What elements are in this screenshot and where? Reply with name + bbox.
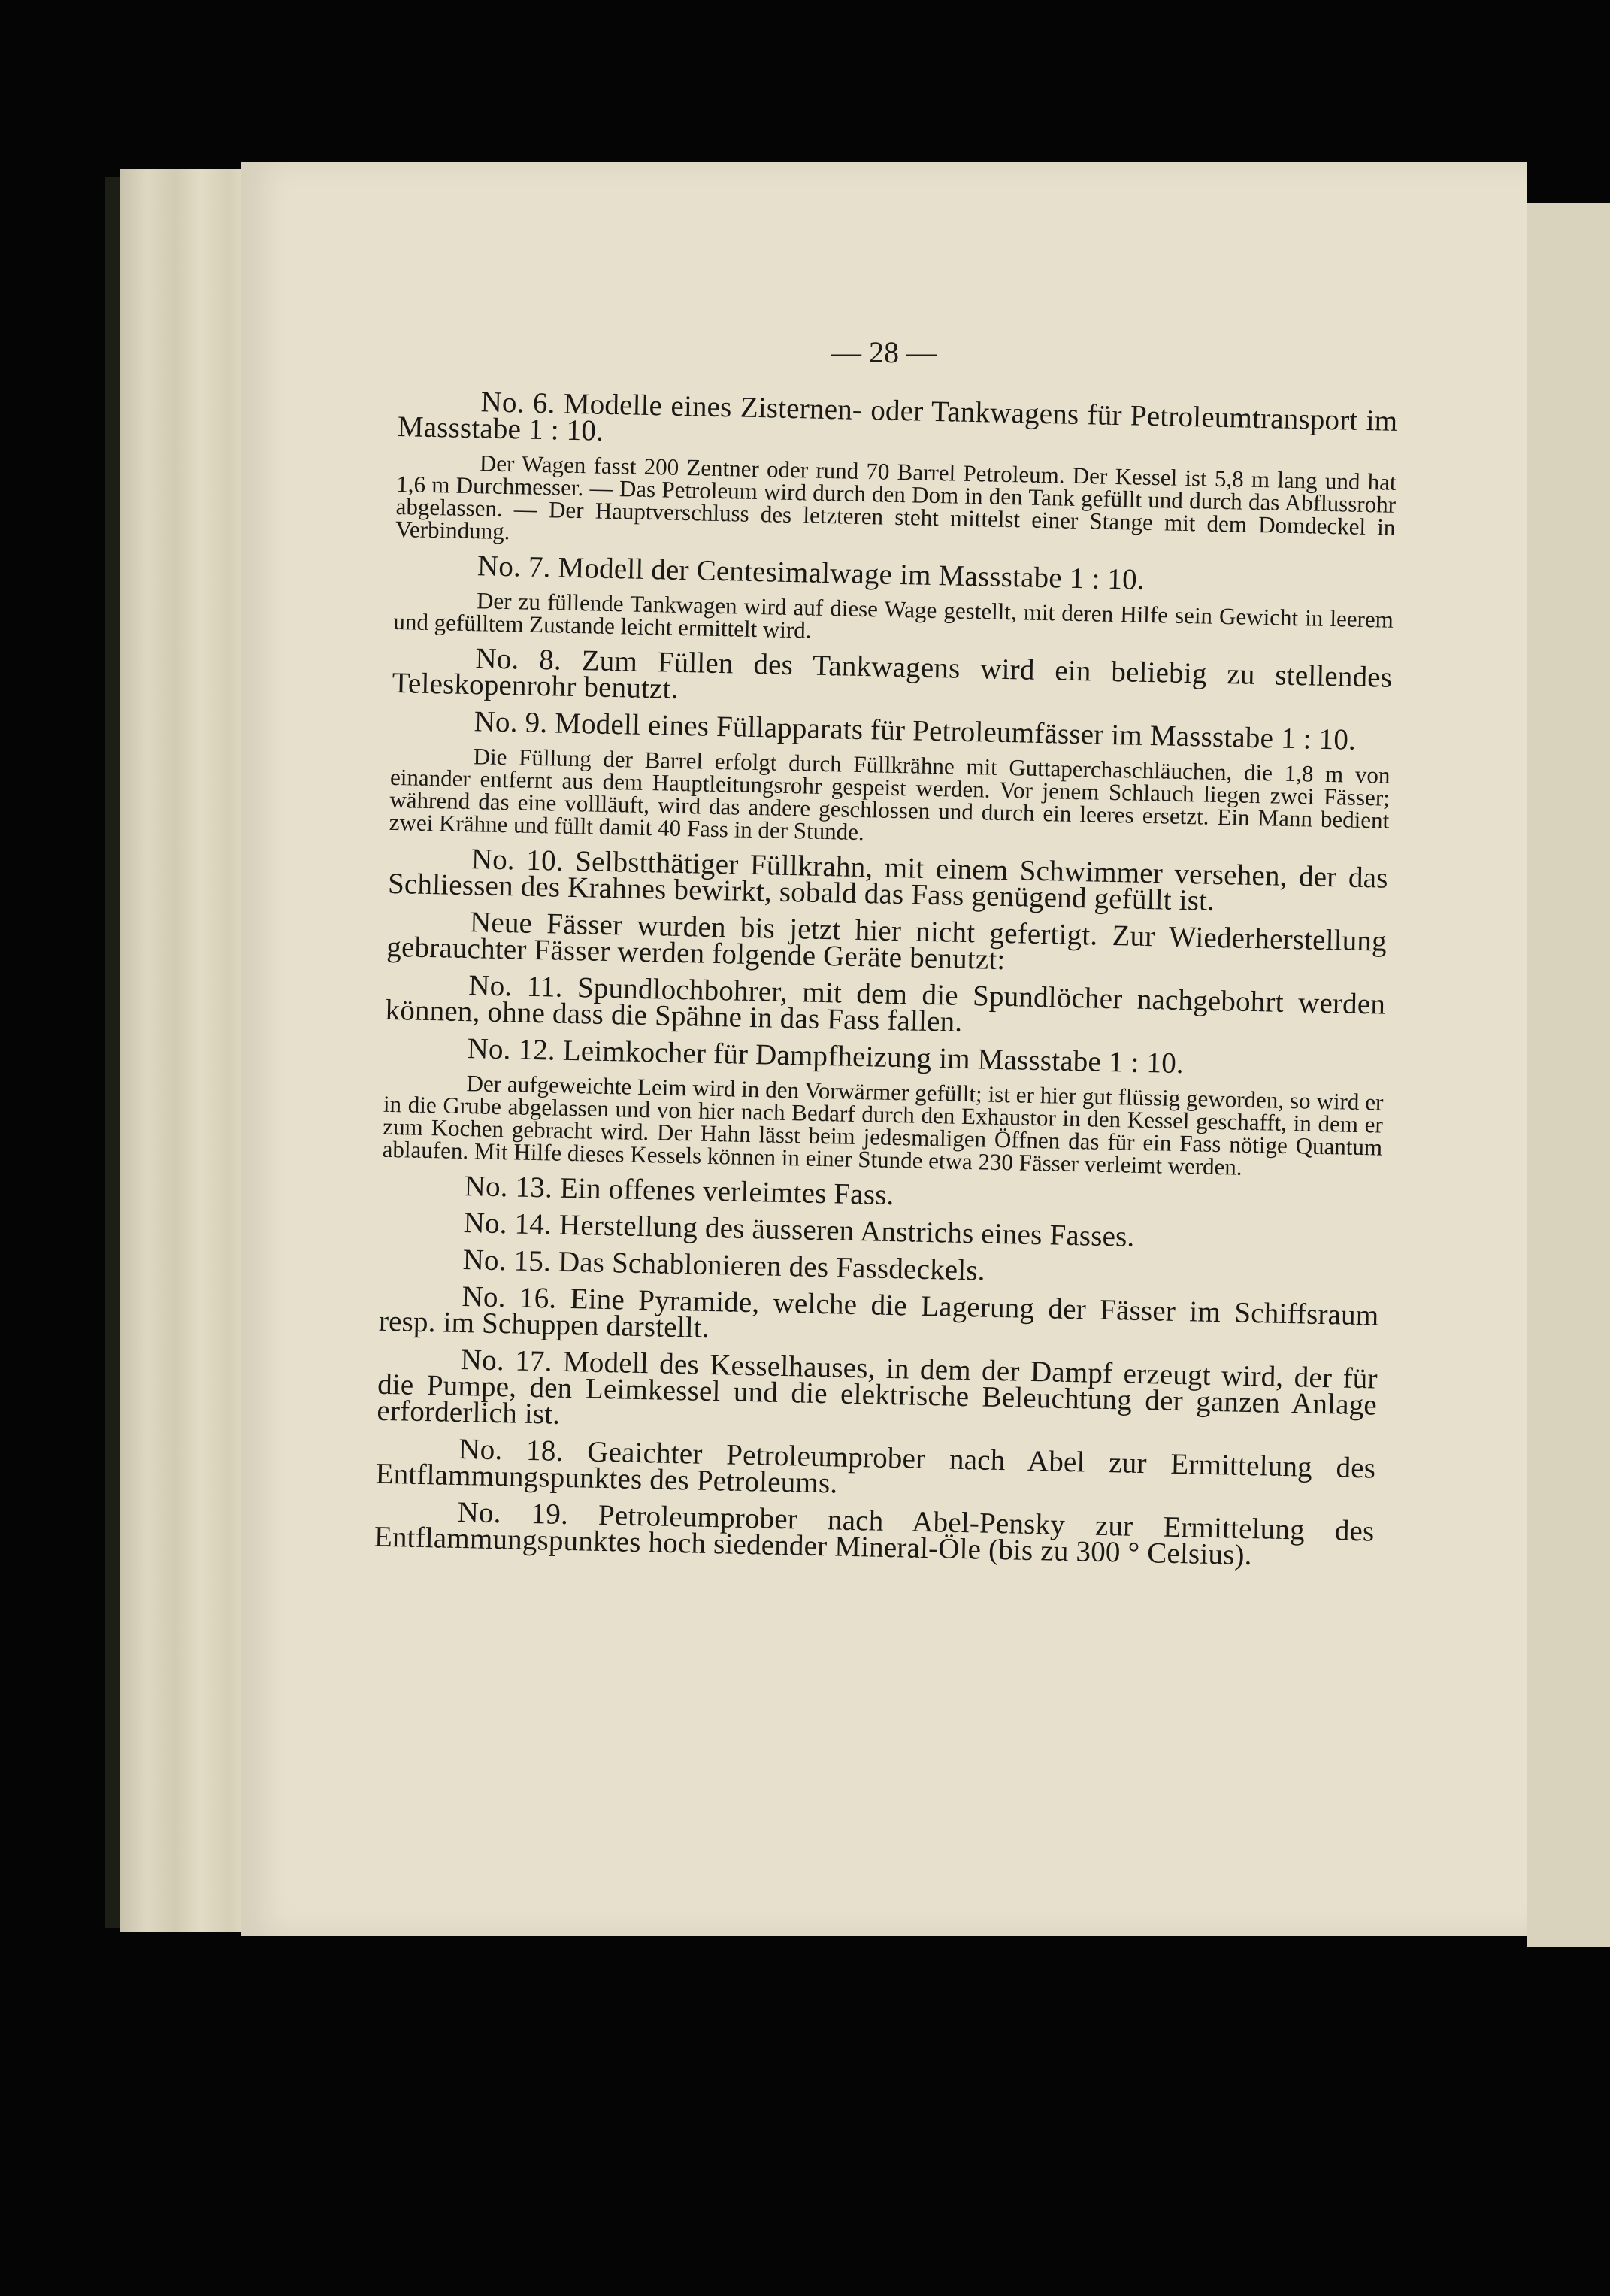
catalog-entry: No. 16. Eine Pyramide, welche die Lagerung der Fässer im Schiffsraum resp. im Schuppen darstellt. [378, 1280, 1379, 1344]
catalog-entry: No. 11. Spundlochbohrer, mit dem die Spundlöcher nachgebohrt werden können, ohne dass die Spähne in das Fass fallen. [385, 969, 1386, 1038]
catalog-entry: No. 15. Das Schablonieren des Fassdeckels. [462, 1243, 986, 1287]
catalog-entry: No. 6. Modelle eines Zisternen- oder Tankwagens für Petroleumtransport im Massstabe 1 : 10. [397, 386, 1398, 447]
page-body [374, 387, 1397, 1582]
page-edges [120, 169, 256, 1932]
book-page [241, 162, 1527, 1936]
entry-description: Der Wagen fasst 200 Zentner oder rund 70 Barrel Petroleum. Der Kessel ist 5,8 m lang und hat 1,6 m Durchmesser. — Das Petroleum wird durch den Dom in den Tank gefüllt und durch das Abflussrohr abgelassen. — Der Hauptverschluss des letzteren steht mittelst einer Stange mit dem Domdeckel in Verbindung. [395, 450, 1397, 545]
catalog-entry: No. 14. Herstellung des äusseren Anstrichs eines Fasses. [463, 1207, 1135, 1253]
facing-page-edge [1527, 203, 1610, 1947]
page-number: — 28 — [831, 335, 937, 369]
catalog-entry: No. 8. Zum Füllen des Tankwagens wird ein beliebig zu stellendes Teleskopenrohr benutzt. [392, 642, 1393, 705]
catalog-entry: No. 18. Geaichter Petroleumprober nach Abel zur Ermittelung des Entflammungspunktes des Petroleums. [375, 1432, 1376, 1500]
catalog-entry: No. 12. Leimkocher für Dampfheizung im Massstabe 1 : 10. [467, 1032, 1185, 1080]
catalog-entry: No. 13. Ein offenes verleimtes Fass. [464, 1170, 894, 1212]
catalog-entry: No. 10. Selbstthätiger Füllkrahn, mit einem Schwimmer versehen, der das Schliessen des Krahnes bewirkt, sobald das Fass genügend gefüllt ist. [387, 843, 1389, 917]
catalog-entry: No. 9. Modell eines Füllapparats für Petroleumfässer im Massstabe 1 : 10. [474, 705, 1357, 756]
catalog-entry: No. 17. Modell des Kesselhauses, in dem der Dampf erzeugt wird, der für die Pumpe, den Leimkessel und die elektrische Beleuchtung der ganzen Anlage erforderlich ist. [377, 1343, 1378, 1431]
entry-description: Der aufgeweichte Leim wird in den Vorwärmer gefüllt; ist er hier gut flüssig geworden, so wird er in die Grube abgelassen und von hier nach Bedarf durch den Exhaustor in den Kessel geschafft, in dem er zum Kochen gebracht wird. Der Hahn lässt beim jedesmaligen Öffnen das für ein Fass nötige Quantum ablaufen. Mit Hilfe dieses Kessels können in einer Stunde etwa 230 Fässer verleimt werden. [382, 1070, 1384, 1180]
catalog-entry: No. 7. Modell der Centesimalwage im Massstabe 1 : 10. [477, 550, 1145, 596]
entry-description: Der zu füllende Tankwagen wird auf diese Wage gestellt, mit deren Hilfe sein Gewicht in leerem und gefülltem Zustande leicht ermittelt wird. [393, 587, 1394, 644]
entry-description: Die Füllung der Barrel erfolgt durch Füllkrähne mit Guttaperchaschläuchen, die 1,8 m von einander entfernt aus dem Hauptleitungsrohr gespeist werden. Vor jenem Schlauch liegen zwei Fässer; während das eine vollläuft, wird das andere geschlossen und durch ein leeres ersetzt. Ein Mann bedient zwei Krähne und füllt damit 40 Fass in der Stunde. [389, 743, 1391, 846]
catalog-entry: No. 19. Petroleumprober nach Abel-Pensky zur Ermittelung des Entflammungspunktes hoch siedender Mineral-Öle (bis zu 300 ° Celsius). [374, 1495, 1375, 1572]
body-paragraph: Neue Fässer wurden bis jetzt hier nicht gefertigt. Zur Wiederherstellung gebrauchter Fässer werden folgende Geräte benutzt: [386, 906, 1388, 977]
